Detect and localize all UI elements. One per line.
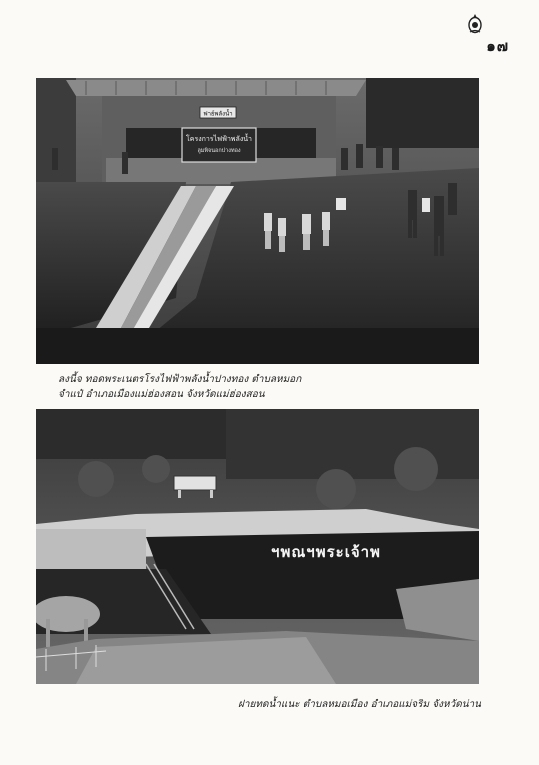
- sign-sub-label: ลูมพิจนอกปางทอง: [197, 148, 241, 154]
- sign-top-label: ฟาย์พลังน้ำ: [203, 110, 233, 118]
- caption1-line2: จำแป๋ อำเภอเมืองแม่ฮ่องสอน จังหวัดแม่ฮ่องสอน: [58, 389, 265, 400]
- photo-power-station: [36, 78, 479, 364]
- photo1-caption: [58, 372, 478, 402]
- royal-emblem-icon: [467, 12, 483, 34]
- sign-main-label: โครงการไฟฟ้าพลังน้ำ: [186, 135, 252, 143]
- photo2-caption: ฝายทดน้ำแนะ ตำบลหมอเมือง อำเภอแม่จริม จังหวัดน่าน: [238, 699, 481, 710]
- page-number: ๑๗: [486, 37, 509, 55]
- caption1-line1: ลงนี้จ ทอดพระเนตรโรงไฟฟ้าพลังน้ำปางทอง ตำบลหมอก: [58, 374, 302, 385]
- dam-text: ฯพณฯพระเจ้าพ: [271, 543, 381, 561]
- photo-weir: [36, 409, 479, 684]
